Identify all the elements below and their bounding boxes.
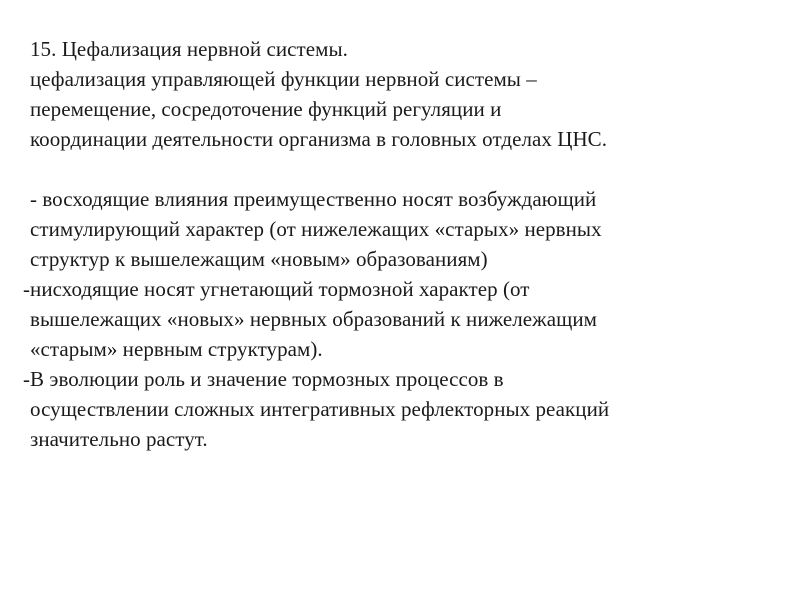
bullet-ascending-line: - восходящие влияния преимущественно носят возбуждающий <box>30 187 597 211</box>
bullet-evolution-line: -В эволюции роль и значение тормозных процессов в <box>23 367 504 391</box>
slide-text-block <box>23 34 790 454</box>
bullet-ascending-line: структур к вышележащим «новым» образованиям) <box>30 247 488 271</box>
definition-line: координации деятельности организма в головных отделах ЦНС. <box>30 127 608 151</box>
paragraph-gap <box>30 154 790 184</box>
bullet-descending-line: -нисходящие носят угнетающий тормозной характер (от <box>23 277 530 301</box>
bullet-evolution-line: осуществлении сложных интегративных рефлекторных реакций <box>30 397 610 421</box>
bullet-descending-line: вышележащих «новых» нервных образований к нижележащим <box>30 307 597 331</box>
definition-line: цефализация управляющей функции нервной системы – <box>30 67 537 91</box>
bullet-ascending-line: стимулирующий характер (от нижележащих «старых» нервных <box>30 217 602 241</box>
bullet-evolution-line: значительно растут. <box>30 427 208 451</box>
bullet-descending-line: «старым» нервным структурам). <box>30 337 323 361</box>
slide-heading: 15. Цефализация нервной системы. <box>30 37 348 61</box>
definition-line: перемещение, сосредоточение функций регуляции и <box>30 97 502 121</box>
